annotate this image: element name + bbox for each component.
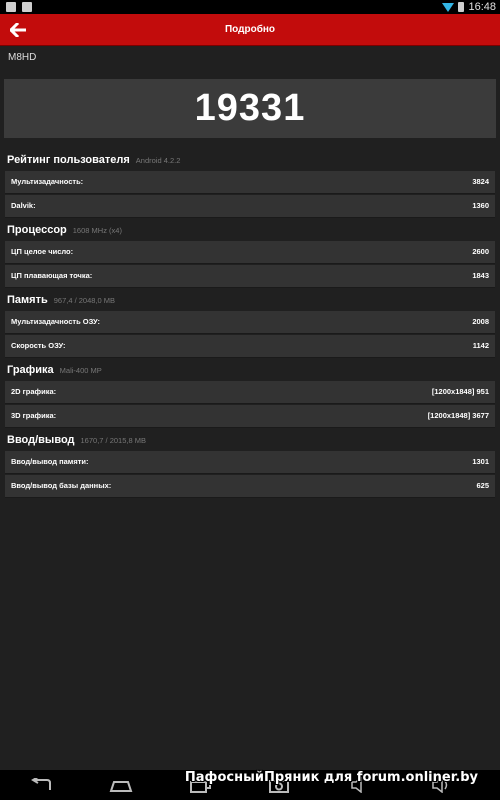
nav-back-icon bbox=[30, 778, 52, 792]
row-value: 1142 bbox=[472, 341, 489, 350]
status-bar bbox=[0, 0, 500, 14]
row-value: [1200x1848] 3677 bbox=[427, 411, 489, 420]
section-subtitle: Mali-400 MP bbox=[59, 366, 102, 375]
table-row bbox=[5, 265, 495, 288]
row-label: Скорость ОЗУ: bbox=[11, 341, 66, 350]
image-notification-icon bbox=[6, 2, 16, 12]
row-label: ЦП плавающая точка: bbox=[11, 271, 93, 280]
battery-icon bbox=[458, 2, 464, 12]
table-row bbox=[5, 405, 495, 428]
section-subtitle: Android 4.2.2 bbox=[135, 156, 181, 165]
row-value: 2600 bbox=[472, 247, 489, 256]
section-title-text: Рейтинг пользователя bbox=[7, 154, 130, 166]
section-subtitle: 967,4 / 2048,0 MB bbox=[53, 296, 116, 305]
section-subtitle: 1608 MHz (x4) bbox=[72, 226, 122, 235]
page-title: Подробно bbox=[224, 24, 276, 35]
total-score: 19331 bbox=[194, 87, 306, 129]
section-title-gpu bbox=[7, 364, 102, 376]
row-value: 2008 bbox=[472, 317, 489, 326]
row-label: 3D графика: bbox=[11, 411, 57, 420]
row-value: [1200x1848] 951 bbox=[431, 387, 489, 396]
section-title-io bbox=[7, 434, 146, 446]
row-label: Ввод/вывод памяти: bbox=[11, 457, 89, 466]
table-row bbox=[5, 335, 495, 358]
total-score-panel bbox=[4, 79, 496, 138]
device-name: M8HD bbox=[8, 52, 37, 63]
row-label: ЦП целое число: bbox=[11, 247, 74, 256]
table-row bbox=[5, 195, 495, 218]
watermark-text: ПафосныйПряник для forum.onliner.by bbox=[184, 770, 478, 785]
nav-home-button[interactable] bbox=[108, 776, 134, 794]
section-title-cpu bbox=[7, 224, 122, 236]
table-row bbox=[5, 381, 495, 404]
row-label: Мультизадачность: bbox=[11, 177, 84, 186]
action-bar bbox=[0, 14, 500, 46]
row-value: 3824 bbox=[472, 177, 489, 186]
row-label: Мультизадачность ОЗУ: bbox=[11, 317, 100, 326]
row-value: 625 bbox=[476, 481, 489, 490]
section-subtitle: 1670,7 / 2015,8 MB bbox=[80, 436, 146, 445]
section-title-text: Графика bbox=[7, 364, 54, 376]
section-title-text: Память bbox=[7, 294, 48, 306]
row-value: 1301 bbox=[472, 457, 489, 466]
table-row bbox=[5, 171, 495, 194]
wifi-icon bbox=[442, 3, 454, 12]
nav-home-icon bbox=[109, 778, 133, 792]
row-label: Ввод/вывод базы данных: bbox=[11, 481, 112, 490]
media-notification-icon bbox=[22, 2, 32, 12]
table-row bbox=[5, 241, 495, 264]
row-value: 1360 bbox=[472, 201, 489, 210]
section-title-text: Ввод/вывод bbox=[7, 434, 75, 446]
row-label: Dalvik: bbox=[11, 201, 36, 210]
table-row bbox=[5, 475, 495, 498]
section-title-user bbox=[7, 154, 180, 166]
table-row bbox=[5, 451, 495, 474]
status-clock: 16:48 bbox=[468, 1, 496, 13]
section-title-text: Процессор bbox=[7, 224, 67, 236]
row-label: 2D графика: bbox=[11, 387, 57, 396]
system-icons bbox=[442, 0, 496, 14]
section-title-ram bbox=[7, 294, 115, 306]
table-row bbox=[5, 311, 495, 334]
row-value: 1843 bbox=[472, 271, 489, 280]
nav-back-button[interactable] bbox=[28, 776, 54, 794]
notification-icons bbox=[6, 2, 32, 12]
